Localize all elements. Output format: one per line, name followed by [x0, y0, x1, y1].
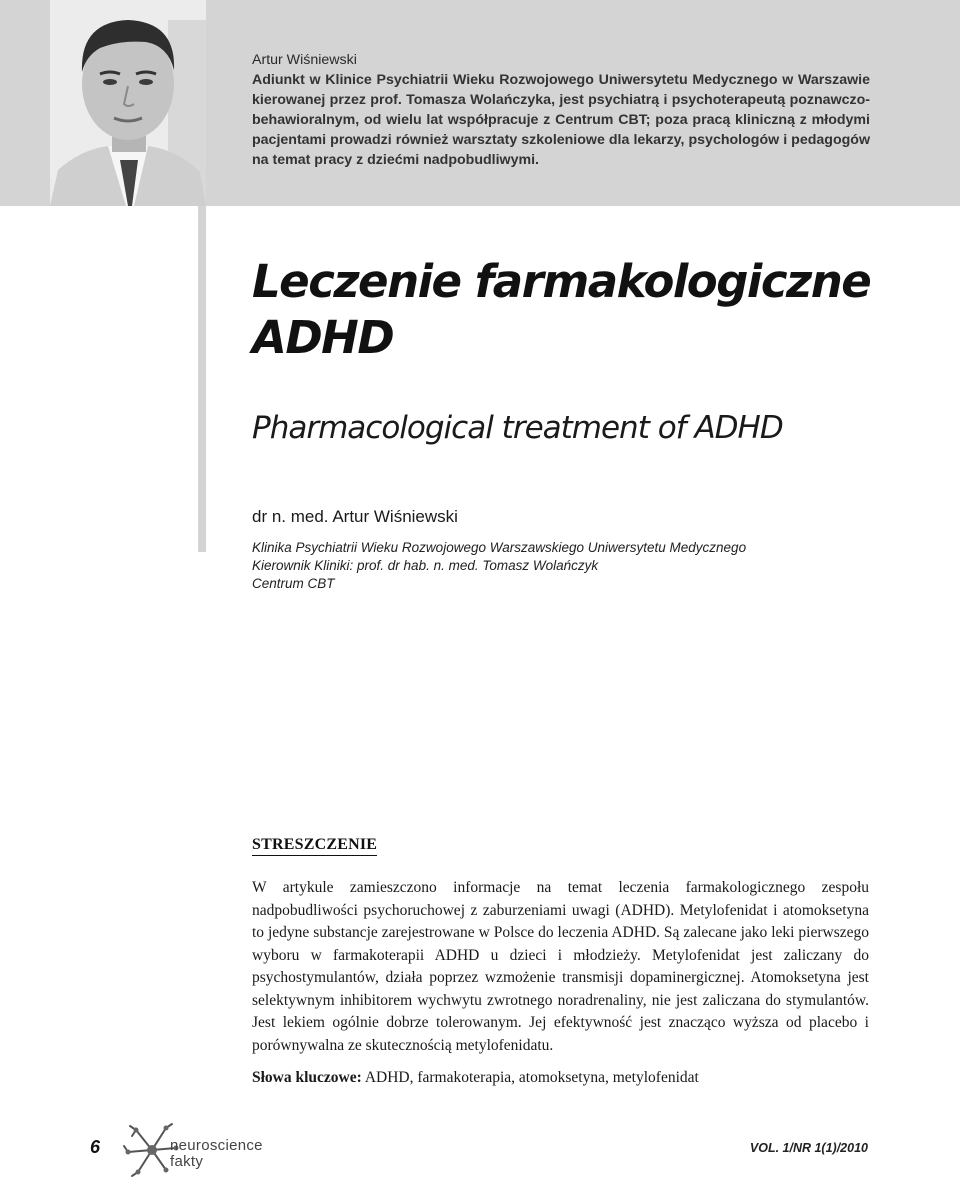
keywords-label: Słowa kluczowe: [252, 1069, 362, 1086]
article-title [252, 254, 932, 366]
affiliation-line: Kierownik Kliniki: prof. dr hab. n. med. Tomasz Wolańczyk [252, 558, 599, 573]
keywords [252, 1067, 872, 1089]
article-subtitle: Pharmacological treatment of ADHD [252, 410, 783, 446]
logo-line-1: neuroscience [170, 1137, 263, 1154]
page-number: 6 [90, 1137, 101, 1157]
logo-line-2: fakty [170, 1153, 204, 1170]
article-author: dr n. med. Artur Wiśniewski [252, 507, 458, 526]
author-photo [50, 0, 206, 206]
volume-info: VOL. 1/NR 1(1)/2010 [749, 1141, 868, 1155]
keywords-list: ADHD, farmakoterapia, atomoksetyna, metylofenidat [364, 1069, 699, 1086]
author-affiliation [252, 539, 912, 593]
bio-text: Adiunkt w Klinice Psychiatrii Wieku Rozwojowego Uniwersytetu Medycznego w Warszawie kierowanej przez prof. Tomasza Wolańczyka, jest psychiatrą i psychoterapeutą poznawczo-behawioralnym, od wielu lat współpracuje z Centrum CBT; poza pracą kliniczną z młodymi pacjentami prowadzi również warsztaty szkoleniowe dla lekarzy, psychologów i pedagogów na temat pracy z dziećmi nadpobudliwymi. [252, 72, 870, 168]
journal-logo-text [170, 1138, 263, 1170]
abstract-text: W artykule zamieszczono informacje na temat leczenia farmakologicznego zespołu nadpobudliwości psychoruchowej z zaburzeniami uwagi (ADHD). Metylofenidat i atomoksetyna to jedyne substancje zarejestrowane w Polsce do leczenia ADHD. Są zalecane jako leki pierwszego wyboru w farmakoterapii ADHD u dzieci i młodzieży. Metylofenidat jest zaliczany do psychostymulantów, działa poprzez wzmożenie transmisji dopaminergicznej. Atomoksetyna jest selektywnym inhibitorem wychwytu zwrotnego noradrenaliny, nie jest zaliczana do stymulantów. Jest lekiem ogólnie dobrze tolerowanym. Jej efektywność jest znacząco wyższa od placebo i porównywalna ze skutecznością metylofenidatu. [252, 879, 869, 1054]
author-bio [252, 50, 870, 170]
title-line-1: Leczenie farmakologiczne [252, 255, 871, 308]
affiliation-line: Klinika Psychiatrii Wieku Rozwojowego Warszawskiego Uniwersytetu Medycznego [252, 540, 747, 555]
title-line-2: ADHD [252, 311, 394, 364]
abstract-heading: STRESZCZENIE [252, 836, 377, 856]
affiliation-line: Centrum CBT [252, 576, 335, 591]
bio-name: Artur Wiśniewski [252, 52, 357, 68]
vertical-rule [198, 206, 206, 552]
